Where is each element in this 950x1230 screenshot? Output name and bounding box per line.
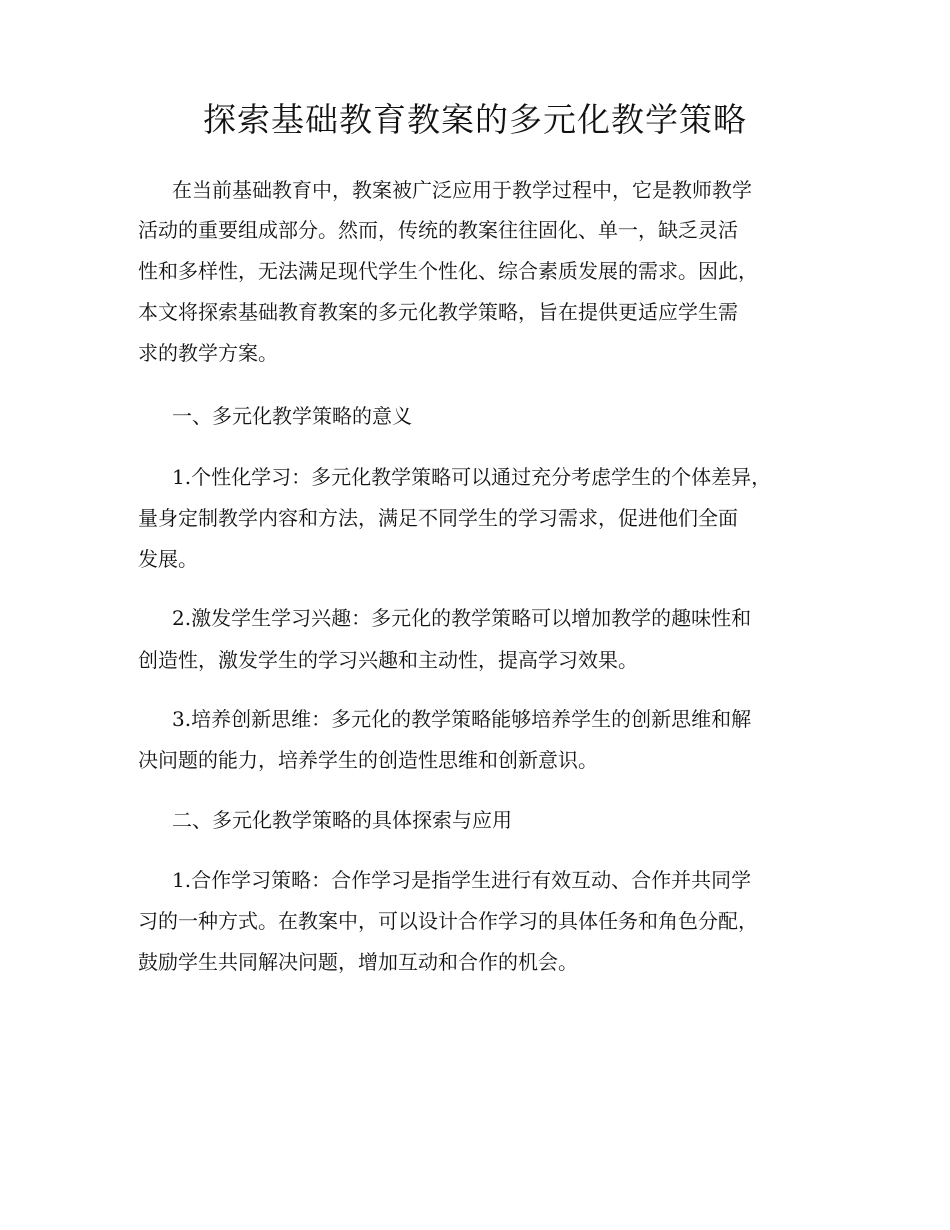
paragraph-line: 决问题的能力，培养学生的创造性思维和创新意识。: [138, 748, 598, 772]
paragraph-line: 求的教学方案。: [138, 341, 278, 365]
paragraph-line: 3.培养创新思维：多元化的教学策略能够培养学生的创新思维和解: [172, 707, 752, 731]
paragraph-line: 本文将探索基础教育教案的多元化教学策略，旨在提供更适应学生需: [138, 300, 738, 324]
paragraph-line: 发展。: [138, 547, 198, 571]
paragraph-line: 创造性，激发学生的学习兴趣和主动性，提高学习效果。: [138, 648, 638, 672]
paragraph-line: 1.合作学习策略：合作学习是指学生进行有效互动、合作并共同学: [172, 868, 752, 892]
paragraph-line: 在当前基础教育中，教案被广泛应用于教学过程中，它是教师教学: [172, 178, 752, 202]
paragraph-line: 鼓励学生共同解决问题，增加互动和合作的机会。: [138, 950, 578, 974]
section-heading: 一、多元化教学策略的意义: [172, 404, 412, 428]
paragraph-line: 活动的重要组成部分。然而，传统的教案往往固化、单一，缺乏灵活: [138, 218, 738, 242]
paragraph-line: 量身定制教学内容和方法，满足不同学生的学习需求，促进他们全面: [138, 506, 738, 530]
paragraph-line: 2.激发学生学习兴趣：多元化的教学策略可以增加教学的趣味性和: [172, 606, 752, 630]
section-heading: 二、多元化教学策略的具体探索与应用: [172, 808, 512, 832]
paragraph-line: 性和多样性，无法满足现代学生个性化、综合素质发展的需求。因此，: [138, 259, 758, 283]
paragraph-line: 习的一种方式。在教案中，可以设计合作学习的具体任务和角色分配，: [138, 909, 758, 933]
paragraph-line: 1.个性化学习：多元化教学策略可以通过充分考虑学生的个体差异，: [172, 465, 772, 489]
document-title: 探索基础教育教案的多元化教学策略: [203, 100, 747, 139]
